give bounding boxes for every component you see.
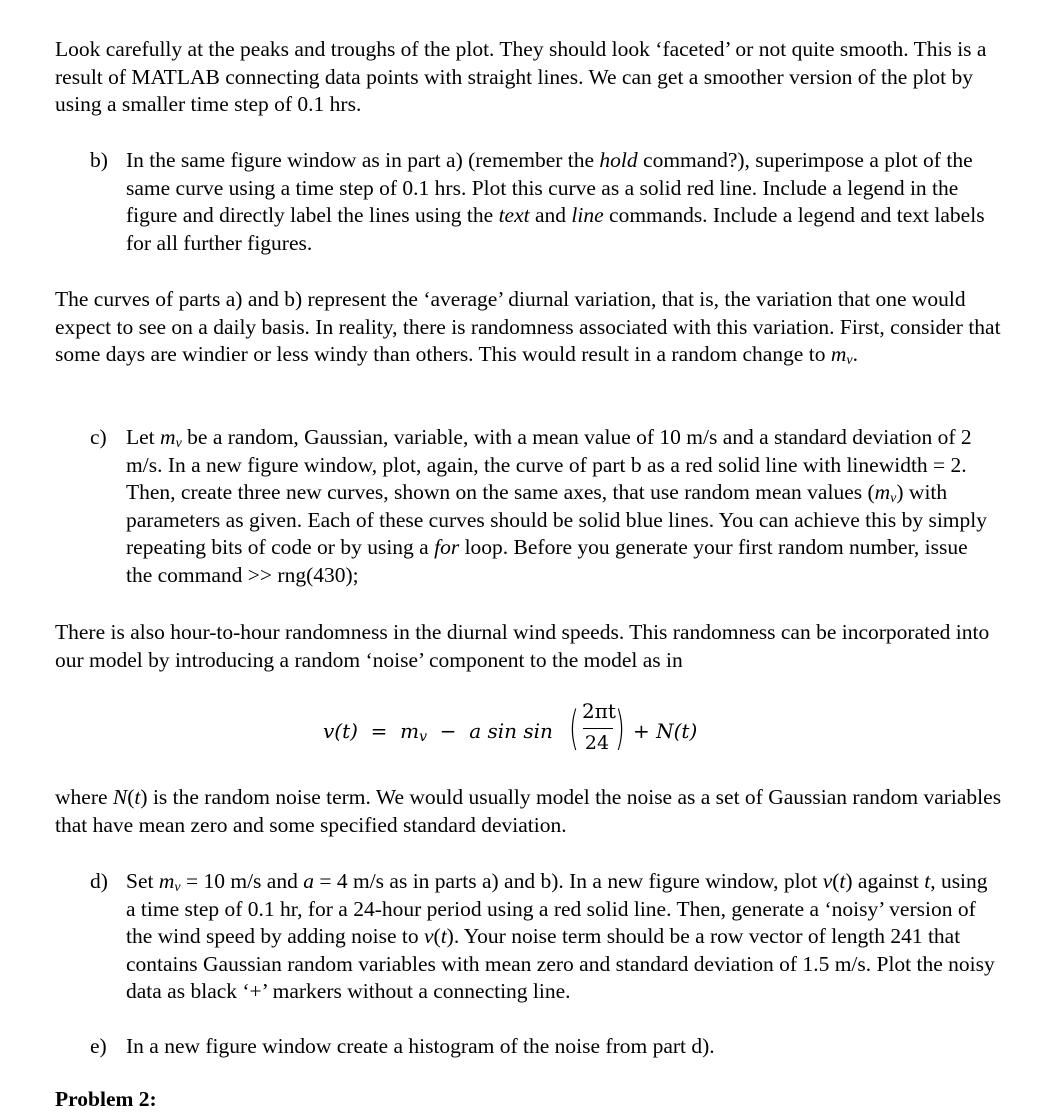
part-b-item — [90, 147, 995, 257]
part-d-text: Set mv = 10 m/s and a = 4 m/s as in parts a) and b). In a new figure window, plot v(t) against t, using a time step of 0.1 hr, for a 24-hour period using a red solid line. Then, generate a ‘noisy’ version of the wind speed by adding noise to v(t). Your noise term should be a row vector of length 241 that contains Gaussian random variables with mean zero and standard deviation of 1.5 m/s. Plot the noisy data as black ‘+’ markers without a connecting line. — [126, 869, 995, 1003]
part-c-item — [90, 424, 995, 589]
randomness-paragraph: The curves of parts a) and b) represent the ‘average’ diurnal variation, that is, the variation that one would expect to see on a daily basis. In reality, there is randomness associated with this variation. First, consider that some days are windier or less windy than others. This would result in a random change to mv. — [55, 287, 1001, 368]
equation-denominator: 24 — [584, 732, 610, 754]
equation-rhs: + N(t) — [633, 719, 698, 743]
fraction-bar — [583, 728, 613, 729]
where-paragraph: where N(t) is the random noise term. We would usually model the noise as a set of Gaussian random variables that have mean zero and some specified standard deviation. — [55, 785, 1002, 837]
equation-lhs: v(t) = mv − a sin sin — [323, 719, 553, 745]
part-b-text: In the same figure window as in part a) (remember the hold command?), superimpose a plot of the same curve using a time step of 0.1 hrs. Plot this curve as a solid red line. Include a legend in the figure and directly label the lines using the text and line commands. Include a legend and text labels for all further figures. — [126, 148, 985, 255]
part-e-label: e) — [90, 1034, 107, 1058]
part-d-item — [90, 868, 995, 1006]
noise-intro-paragraph — [55, 619, 1005, 674]
next-problem-heading: Problem 2: — [55, 1087, 157, 1111]
intro-text: Look carefully at the peaks and troughs of the plot. They should look ‘faceted’ or not quite smooth. This is a result of MATLAB connecting data points with straight lines. We can get a smoother version of the plot by using a smaller time step of 0.1 hrs. — [55, 37, 987, 116]
equation-fraction — [567, 698, 627, 764]
part-c-text: Let mv be a random, Gaussian, variable, with a mean value of 10 m/s and a standard deviation of 2 m/s. In a new figure window, plot, again, the curve of part b as a red solid line with linewidth = 2. Then, create three new curves, shown on the same axes, that use random mean values (mv) with parameters as given. Each of these curves should be solid blue lines. You can achieve this by simply repeating bits of code or by using a for loop. Before you generate your first random number, issue the command >> rng(430); — [126, 425, 987, 587]
part-e-text: In a new figure window create a histogram of the noise from part d). — [126, 1034, 715, 1058]
part-d-label: d) — [90, 869, 108, 893]
noise-intro-text: There is also hour-to-hour randomness in the diurnal wind speeds. This randomness can be incorporated into our model by introducing a random ‘noise’ component to the model as in — [55, 620, 990, 672]
equation-numerator: 2πt — [582, 699, 616, 723]
equation-paren-open: ( — [569, 701, 579, 755]
part-b-label: b) — [90, 148, 108, 172]
intro-paragraph — [55, 36, 1005, 119]
wind-speed-equation — [323, 698, 743, 768]
part-c-label: c) — [90, 425, 107, 449]
equation-paren-close: ) — [615, 701, 625, 755]
part-e-item — [90, 1033, 995, 1061]
